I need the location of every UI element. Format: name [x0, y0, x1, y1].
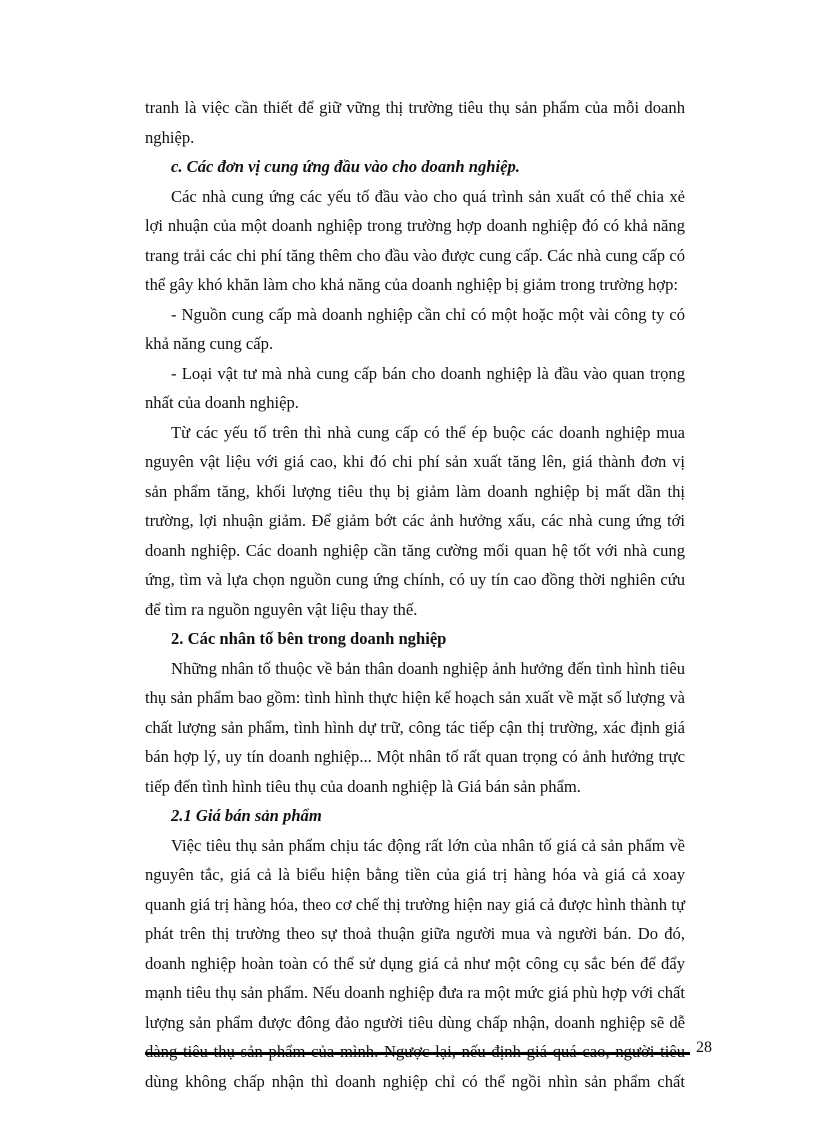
text-line: khả năng cung cấp.: [145, 334, 274, 353]
text-line: mạnh tiêu thụ sản phẩm. Nếu doanh nghiệp đưa ra một mức giá phù hợp với chất: [145, 983, 685, 1002]
text-line: thể gây khó khăn làm cho khả năng của doanh nghiệp bị giảm trong trường hợp:: [145, 275, 678, 294]
subsection-heading: 2.1 Giá bán sản phẩm: [171, 806, 322, 825]
page-number: 28: [696, 1039, 712, 1056]
section-heading: 2. Các nhân tố bên trong doanh nghiệp: [171, 629, 447, 648]
text-line: lợi nhuận của một doanh nghiệp trong trường hợp doanh nghiệp đó có khả năng: [145, 216, 685, 235]
text-line: bán hợp lý, uy tín doanh nghiệp... Một nhân tố rất quan trọng có ảnh hưởng trực: [145, 747, 685, 766]
text-line: nguyên tắc, giá cả là biểu hiện bằng tiền của giá trị hàng hóa và giá cả xoay: [145, 865, 685, 884]
text-line: nghiệp.: [145, 127, 195, 147]
text-line: chất lượng sản phẩm, tình hình dự trữ, công tác tiếp cận thị trường, xác định giá: [145, 717, 685, 737]
text-line: tiếp đến tình hình tiêu thụ của doanh nghiệp là Giá bán sản phẩm.: [145, 776, 581, 796]
text-line: nhất của doanh nghiệp.: [145, 393, 299, 412]
text-line: ứng, tìm và lựa chọn nguồn cung ứng chính, có uy tín cao đồng thời nghiên cứu: [145, 570, 685, 589]
subsection-heading: c. Các đơn vị cung ứng đầu vào cho doanh nghiệp.: [171, 157, 520, 176]
text-line: quanh giá trị hàng hóa, theo cơ chế thị trường hiện nay giá cả được hình thành tự: [145, 894, 685, 914]
text-line: trường, lợi nhuận giảm. Để giảm bớt các ảnh hưởng xấu, các nhà cung ứng tới: [145, 511, 685, 530]
text-line: doanh nghiệp. Các doanh nghiệp cần tăng cường mối quan hệ tốt với nhà cung: [145, 540, 685, 560]
text-line: - Nguồn cung cấp mà doanh nghiệp cần chỉ có một hoặc một vài công ty có: [171, 304, 685, 324]
text-line: Những nhân tố thuộc về bản thân doanh nghiệp ảnh hưởng đến tình hình tiêu: [171, 658, 685, 678]
text-line: sản phẩm tăng, khối lượng tiêu thụ bị giảm làm doanh nghiệp bị mất dần thị: [145, 481, 685, 501]
text-line: dùng không chấp nhận thì doanh nghiệp chỉ có thể ngồi nhìn sản phẩm chất: [145, 1071, 685, 1091]
text-line: trang trải các chi phí tăng thêm cho đầu vào được cung cấp. Các nhà cung cấp có: [145, 245, 685, 265]
text-line: Việc tiêu thụ sản phẩm chịu tác động rất lớn của nhân tố giá cả sản phẩm về: [171, 835, 685, 855]
footer-rule: [145, 1052, 690, 1055]
text-line: Các nhà cung ứng các yếu tố đầu vào cho quá trình sản xuất có thể chia xẻ: [171, 186, 685, 206]
text-line: thụ sản phẩm bao gồm: tình hình thực hiện kế hoạch sản xuất về mặt số lượng và: [145, 688, 685, 707]
text-line: để tìm ra nguồn nguyên vật liệu thay thế.: [145, 599, 418, 619]
text-line: lượng sản phẩm được đông đảo người tiêu dùng chấp nhận, doanh nghiệp sẽ dễ: [145, 1012, 685, 1032]
text-line: tranh là việc cần thiết để giữ vững thị trường tiêu thụ sản phẩm của mỗi doanh: [145, 98, 685, 117]
text-line: doanh nghiệp hoàn toàn có thể sử dụng giá cả như một công cụ sắc bén để đẩy: [145, 953, 685, 973]
document-body: [145, 93, 685, 1096]
text-line: - Loại vật tư mà nhà cung cấp bán cho doanh nghiệp là đầu vào quan trọng: [171, 363, 685, 383]
text-line: nguyên vật liệu với giá cao, khi đó chi phí sản xuất tăng lên, giá thành đơn vị: [145, 452, 685, 471]
text-line: phát trên thị trường theo sự thoả thuận giữa người mua và người bán. Do đó,: [145, 924, 685, 943]
text-line: Từ các yếu tố trên thì nhà cung cấp có thể ép buộc các doanh nghiệp mua: [171, 422, 685, 442]
